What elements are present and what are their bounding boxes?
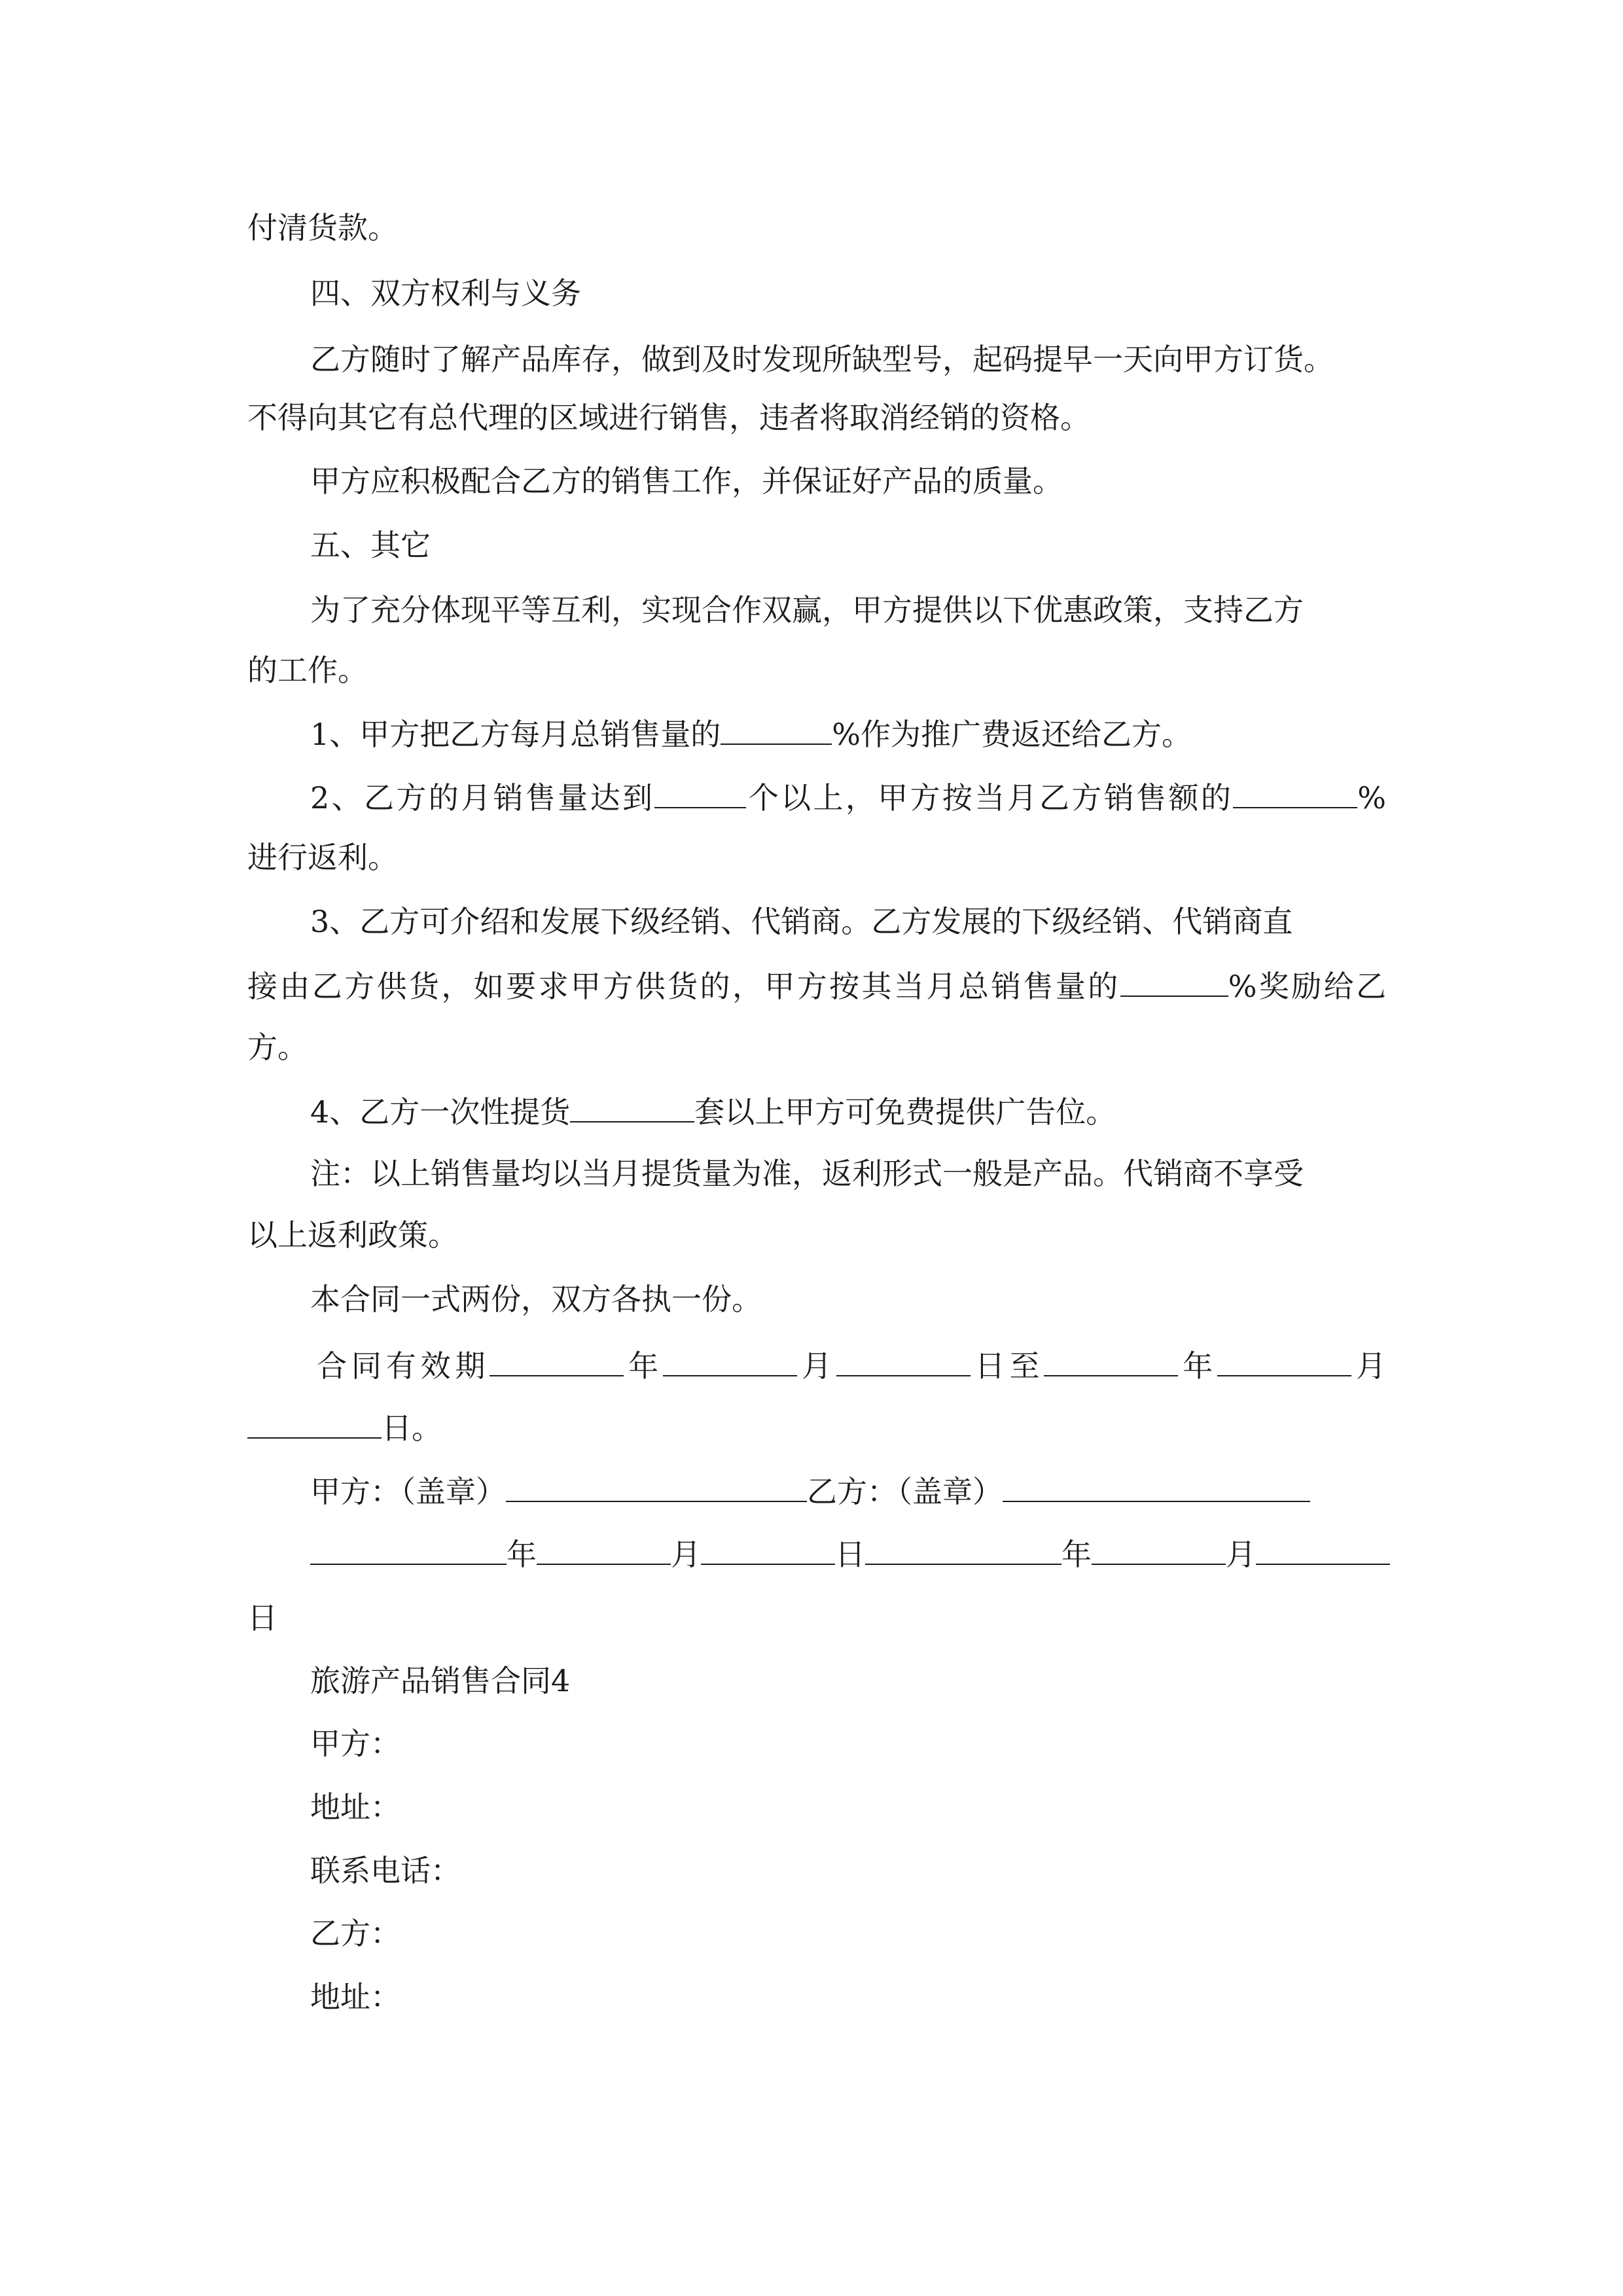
clause-4-text-a: 4、乙方一次性提货: [310, 1094, 571, 1130]
blank-field: [1217, 1345, 1351, 1376]
year-label: 年: [1178, 1348, 1218, 1384]
day-label: 日。: [382, 1410, 442, 1446]
year-label: 年: [1061, 1537, 1092, 1572]
blank-field: [1092, 1534, 1226, 1565]
clause-3-text-a: 接由乙方供货，如要求甲方供货的，甲方按其当月总销售量的: [247, 969, 1120, 1004]
paragraph-line: 甲方应积极配合乙方的销售工作，并保证好产品的质量。: [310, 463, 1063, 499]
clause-1-text-b: %作为推广费返还给乙方。: [832, 717, 1192, 752]
year-label: 年: [507, 1537, 537, 1572]
clause-3-cont: [247, 965, 1386, 1006]
clause-4-text-b: 套以上甲方可免费提供广告位。: [694, 1094, 1116, 1130]
paragraph-line: 不得向其它有总代理的区域进行销售，违者将取消经销的资格。: [247, 400, 1090, 435]
validity-label: 合同有效期: [317, 1348, 490, 1384]
blank-field: [836, 1345, 971, 1376]
address-label: 地址：: [310, 1979, 401, 2015]
clause-3-text-b: %奖励给乙: [1228, 969, 1386, 1004]
party-b-seal-label: 乙方：（盖章）: [807, 1474, 1003, 1509]
blank-field: [1003, 1471, 1310, 1502]
blank-field: [663, 1345, 797, 1376]
phone-label: 联系电话：: [310, 1853, 461, 1888]
paragraph-line: 为了充分体现平等互利，实现合作双赢，甲方提供以下优惠政策，支持乙方: [310, 592, 1304, 628]
day-label: 日: [835, 1537, 865, 1572]
paragraph-line: 以上返利政策。: [247, 1217, 458, 1253]
clause-2-text-a: 2、乙方的月销售量达到: [310, 780, 655, 816]
blank-field: [247, 1407, 382, 1439]
clause-3: 3、乙方可介绍和发展下级经销、代销商。乙方发展的下级经销、代销商直: [310, 904, 1293, 939]
blank-field: [865, 1534, 1061, 1565]
blank-field: [1256, 1534, 1390, 1565]
section-heading-other: 五、其它: [310, 528, 431, 563]
blank-field: [654, 777, 746, 808]
blank-field: [310, 1534, 507, 1565]
address-label: 地址：: [310, 1789, 401, 1825]
month-label: 月: [1226, 1537, 1256, 1572]
section-heading-rights: 四、双方权利与义务: [310, 276, 581, 311]
clause-2-text-c: %: [1357, 780, 1386, 816]
party-b-label: 乙方：: [310, 1916, 401, 1951]
party-a-seal-label: 甲方：（盖章）: [310, 1474, 506, 1509]
paragraph-line: 方。: [247, 1030, 308, 1065]
day-label: 日: [247, 1600, 277, 1636]
party-a-label: 甲方：: [310, 1726, 401, 1761]
blank-field: [506, 1471, 807, 1502]
paragraph-line: 的工作。: [247, 653, 368, 688]
clause-2: [310, 777, 1386, 817]
signature-line: [310, 1471, 1386, 1511]
validity-end: [247, 1407, 1386, 1448]
blank-field: [537, 1534, 671, 1565]
contract-title: 旅游产品销售合同4: [310, 1663, 571, 1698]
paragraph-line: 进行返利。: [247, 840, 398, 875]
clause-2-text-b: 个以上，甲方按当月乙方销售额的: [746, 780, 1234, 816]
month-label: 月: [1351, 1348, 1387, 1384]
signature-date-line: [310, 1534, 1386, 1574]
paragraph-line: 本合同一式两份，双方各执一份。: [310, 1282, 762, 1317]
blank-field: [701, 1534, 835, 1565]
clause-4: [310, 1091, 1386, 1132]
paragraph-line: 乙方随时了解产品库存，做到及时发现所缺型号，起码提早一天向甲方订货。: [310, 342, 1334, 377]
year-label: 年: [624, 1348, 664, 1384]
note: 注：以上销售量均以当月提货量为准，返利形式一般是产品。代销商不享受: [310, 1156, 1304, 1191]
day-to-label: 日至: [970, 1348, 1044, 1384]
blank-field: [490, 1345, 624, 1376]
validity-period: [317, 1345, 1386, 1386]
paragraph-line: 付清货款。: [247, 210, 398, 245]
month-label: 月: [671, 1537, 701, 1572]
blank-field: [721, 713, 832, 745]
clause-1-text-a: 1、甲方把乙方每月总销售量的: [310, 717, 721, 752]
blank-field: [1120, 965, 1228, 997]
blank-field: [570, 1091, 694, 1122]
blank-field: [1044, 1345, 1178, 1376]
clause-1: [310, 713, 1386, 754]
month-label: 月: [797, 1348, 836, 1384]
blank-field: [1233, 777, 1357, 808]
